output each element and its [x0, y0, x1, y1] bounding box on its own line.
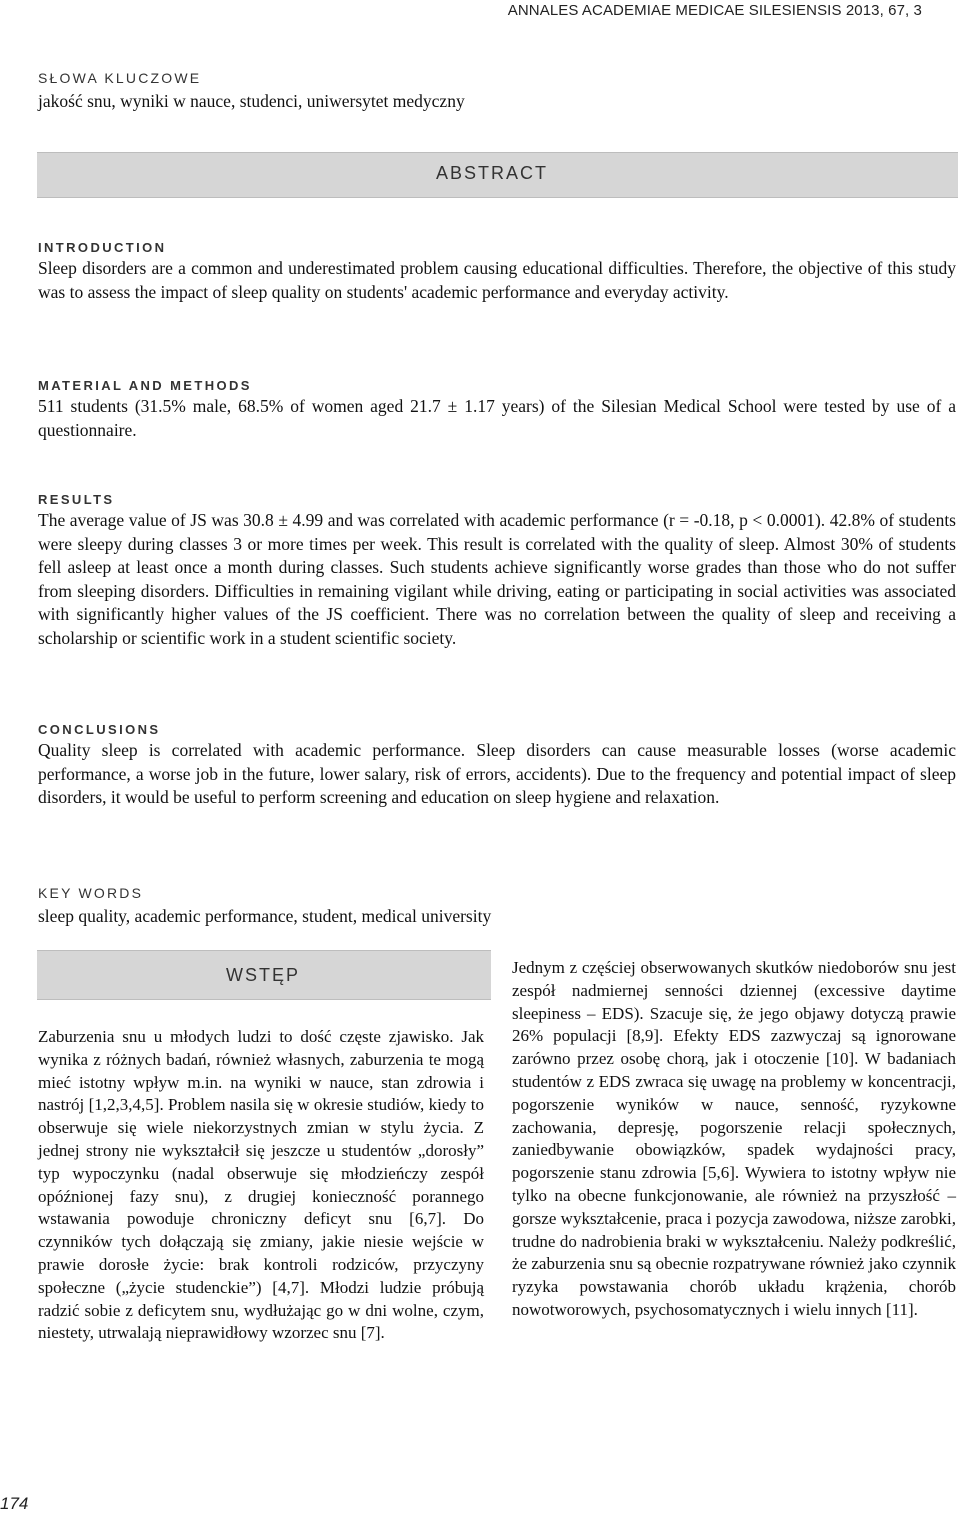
right-column-text: Jednym z częściej obserwowanych skutków niedoborów snu jest zespół nadmiernej senności dziennej (excessive daytime sleepiness – EDS). Szacuje się, że jego objawy dotyczą prawie 26% populacji [8,9]. Efekty EDS zazwyczaj są ignorowane zarówno przez osobę chorą, jak i otoczenie [10]. W badaniach studentów z EDS zwraca się uwagę na problemy w koncentracji, pogorszenie wyników w nauce, senność, ryzykowne zachowania, depresję, pogorszenie relacji społecznych, zaniedbywanie obowiązków, spadek wydajności pracy, pogorszenie stanu zdrowia [5,6]. Wywiera to istotny wpływ nie tylko na obecne funkcjonowanie, ale również na przyszłość – gorsze wykształcenie, praca i pozycja zawodowa, niższe zarobki, trudne do nadrobienia braki w wykształceniu. Należy podkreślić, że zaburzenia snu są obecnie rozpatrywane również jako czynnik ryzyka powstawania chorób układu krążenia, chorób nowotworowych, psychosomatycznych i wielu innych [11]. — [512, 958, 956, 1319]
key-words-label: KEY WORDS — [38, 885, 144, 901]
key-words-text: sleep quality, academic performance, student, medical university — [38, 906, 492, 926]
methods-label: MATERIAL AND METHODS — [38, 378, 252, 393]
running-header: ANNALES ACADEMIAE MEDICAE SILESIENSIS 2013, 67, 3 — [507, 2, 922, 19]
polish-keywords-section — [38, 70, 956, 114]
conclusions-section — [38, 722, 956, 810]
wstep-heading-bar — [37, 950, 491, 1000]
polish-keywords-text: jakość snu, wyniki w nauce, studenci, uniwersytet medyczny — [38, 91, 465, 111]
results-label: RESULTS — [38, 492, 115, 507]
introduction-section — [38, 240, 956, 304]
left-column-text: Zaburzenia snu u młodych ludzi to dość częste zjawisko. Jak wynika z różnych badań, również własnych, zaburzenia te mogą mieć istotny wpływ m.in. na wyniki w nauce, stan zdrowia i nastrój [1,2,3,4,5]. Problem nasila się w okresie studiów, kiedy to obserwuje się wiele niekorzystnych zmian w stylu życia. Z jednej strony nie wykształcił się jeszcze u studentów „dorosły” typ wypoczynku (nadal obserwuje się młodzieńczy zespół opóźnionej fazy snu), z drugiej konieczność porannego wstawania powoduje chroniczny deficyt snu [6,7]. Do czynników tych dołączają się zmiany, jakie niesie wejście w prawie dorosłe życie: brak kontroli rodziców, przyczyny społeczne („życie studenckie”) [4,7]. Młodzi ludzie próbują radzić sobie z deficytem snu, wydłużając go w dni wolne, czym, niestety, utrwalają nieprawidłowy wzorzec snu [7]. — [38, 1027, 484, 1343]
methods-section — [38, 378, 956, 442]
introduction-label: INTRODUCTION — [38, 240, 167, 255]
results-section — [38, 492, 956, 650]
conclusions-label: CONCLUSIONS — [38, 722, 161, 737]
results-text: The average value of JS was 30.8 ± 4.99 and was correlated with academic performance (r = -0.18, p < 0.0001). 42.8% of students were sleepy during classes 3 or more times per week. This result is correlated with the quality of sleep. Almost 30% of students fell asleep at least once a month during classes. Such students achieve significantly worse grades than those who do not suffer from sleeping disorders. Difficulties in remaining vigilant while driving, eating or participating in social activities was associated with significantly higher values of the JS coefficient. There was no correlation between the quality of sleep and receiving a scholarship or scientific work in a student scientific society. — [38, 510, 956, 648]
abstract-heading-bar — [37, 152, 958, 198]
methods-text: 511 students (31.5% male, 68.5% of women aged 21.7 ± 1.17 years) of the Silesian Medical School were tested by use of a questionnaire. — [38, 396, 956, 440]
page-number: 174 — [0, 1494, 29, 1513]
wstep-heading: WSTĘP — [226, 965, 301, 985]
conclusions-text: Quality sleep is correlated with academic performance. Sleep disorders can cause measurable losses (worse academic performance, a worse job in the future, lower salary, risk of errors, accidents). Due to the frequency and potential impact of sleep disorders, it would be useful to perform screening and education on sleep hygiene and relaxation. — [38, 740, 956, 807]
polish-keywords-label: SŁOWA KLUCZOWE — [38, 70, 202, 86]
key-words-section — [38, 885, 956, 929]
introduction-text: Sleep disorders are a common and underestimated problem causing educational difficulties. Therefore, the objective of this study was to assess the impact of sleep quality on students' academic performance and everyday activity. — [38, 258, 956, 302]
abstract-heading: ABSTRACT — [435, 163, 548, 183]
